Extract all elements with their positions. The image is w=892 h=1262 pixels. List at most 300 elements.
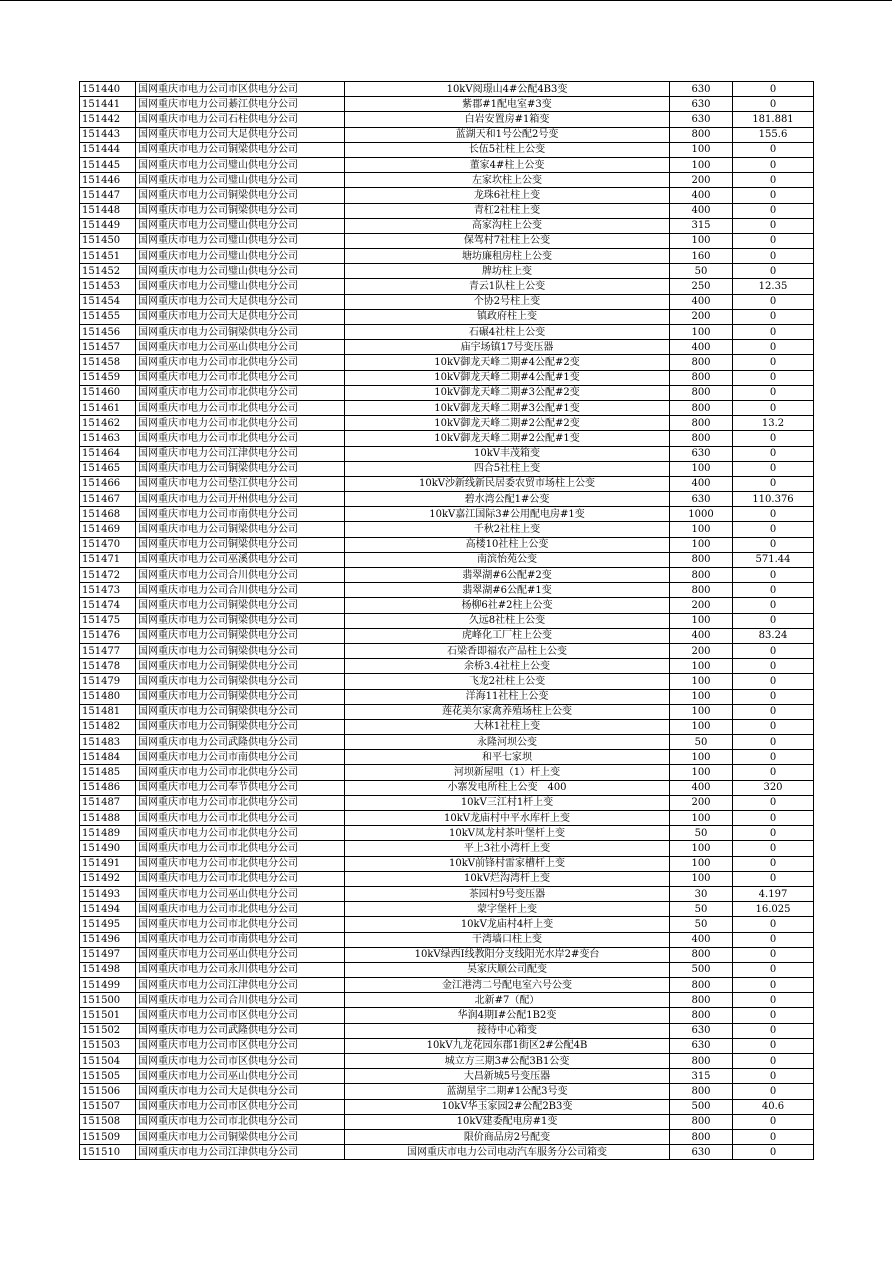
transformer-name-cell: 10kV烂沟湾杆上变 <box>345 871 670 886</box>
transformer-name-cell: 飞龙2社柱上公变 <box>345 674 670 689</box>
company-cell: 国网重庆市电力公司铜梁供电分公司 <box>136 719 345 734</box>
row-id-cell: 151463 <box>80 431 136 446</box>
value-cell: 0 <box>733 157 814 172</box>
page-top-rule <box>0 0 892 1</box>
company-cell: 国网重庆市电力公司大足供电分公司 <box>136 1084 345 1099</box>
capacity-cell: 160 <box>670 249 733 264</box>
company-cell: 国网重庆市电力公司合川供电分公司 <box>136 993 345 1008</box>
company-cell: 国网重庆市电力公司铜梁供电分公司 <box>136 704 345 719</box>
transformer-name-cell: 石梁香即福农产品柱上公变 <box>345 643 670 658</box>
table-row <box>80 659 814 674</box>
row-id-cell: 151462 <box>80 416 136 431</box>
transformer-name-cell: 永隆河坝公变 <box>345 735 670 750</box>
value-cell: 0 <box>733 826 814 841</box>
capacity-cell: 400 <box>670 294 733 309</box>
value-cell: 320 <box>733 780 814 795</box>
table-row <box>80 1099 814 1114</box>
capacity-cell: 50 <box>670 826 733 841</box>
transformer-name-cell: 10kV丰茂箱变 <box>345 446 670 461</box>
table-row <box>80 1114 814 1129</box>
capacity-cell: 800 <box>670 355 733 370</box>
transformer-name-cell: 10kV前锋村雷家槽杆上变 <box>345 856 670 871</box>
transformer-name-cell: 10kV绿西Ⅰ线教阳分支线阳光水岸2#变台 <box>345 947 670 962</box>
table-row <box>80 674 814 689</box>
value-cell: 0 <box>733 355 814 370</box>
value-cell: 0 <box>733 173 814 188</box>
table-row <box>80 233 814 248</box>
row-id-cell: 151476 <box>80 628 136 643</box>
value-cell: 0 <box>733 461 814 476</box>
company-cell: 国网重庆市电力公司江津供电分公司 <box>136 446 345 461</box>
value-cell: 0 <box>733 674 814 689</box>
table-row <box>80 689 814 704</box>
company-cell: 国网重庆市电力公司铜梁供电分公司 <box>136 613 345 628</box>
row-id-cell: 151483 <box>80 735 136 750</box>
transformer-name-cell: 10kV御龙天峰二期#2公配#2变 <box>345 416 670 431</box>
row-id-cell: 151498 <box>80 962 136 977</box>
row-id-cell: 151508 <box>80 1114 136 1129</box>
transformer-name-cell: 10kV嘉江国际3#公用配电房#1变 <box>345 507 670 522</box>
table-row <box>80 704 814 719</box>
capacity-cell: 500 <box>670 962 733 977</box>
value-cell: 0 <box>733 1145 814 1160</box>
transformer-name-cell: 10kV九龙花园东郡1街区2#公配4B <box>345 1038 670 1053</box>
transformer-name-cell: 镇政府柱上变 <box>345 309 670 324</box>
value-cell: 181.881 <box>733 112 814 127</box>
table-row <box>80 811 814 826</box>
capacity-cell: 100 <box>670 674 733 689</box>
row-id-cell: 151440 <box>80 82 136 97</box>
capacity-cell: 800 <box>670 370 733 385</box>
company-cell: 国网重庆市电力公司江津供电分公司 <box>136 978 345 993</box>
transformer-name-cell: 10kV御龙天峰二期#3公配#2变 <box>345 385 670 400</box>
company-cell: 国网重庆市电力公司市北供电分公司 <box>136 765 345 780</box>
value-cell: 0 <box>733 1008 814 1023</box>
company-cell: 国网重庆市电力公司璧山供电分公司 <box>136 233 345 248</box>
transformer-name-cell: 干湾墙口柱上变 <box>345 932 670 947</box>
value-cell: 0 <box>733 1114 814 1129</box>
row-id-cell: 151452 <box>80 264 136 279</box>
value-cell: 0 <box>733 1023 814 1038</box>
capacity-cell: 100 <box>670 233 733 248</box>
table-row <box>80 446 814 461</box>
value-cell: 0 <box>733 203 814 218</box>
value-cell: 0 <box>733 507 814 522</box>
capacity-cell: 800 <box>670 993 733 1008</box>
capacity-cell: 400 <box>670 628 733 643</box>
row-id-cell: 151505 <box>80 1069 136 1084</box>
company-cell: 国网重庆市电力公司奉节供电分公司 <box>136 780 345 795</box>
value-cell: 0 <box>733 643 814 658</box>
row-id-cell: 151469 <box>80 522 136 537</box>
transformer-name-cell: 白岩安置房#1箱变 <box>345 112 670 127</box>
row-id-cell: 151500 <box>80 993 136 1008</box>
capacity-cell: 30 <box>670 886 733 901</box>
value-cell: 0 <box>733 932 814 947</box>
capacity-cell: 100 <box>670 461 733 476</box>
value-cell: 0 <box>733 1084 814 1099</box>
value-cell: 0 <box>733 598 814 613</box>
table-row <box>80 173 814 188</box>
company-cell: 国网重庆市电力公司市北供电分公司 <box>136 902 345 917</box>
company-cell: 国网重庆市电力公司铜梁供电分公司 <box>136 461 345 476</box>
company-cell: 国网重庆市电力公司大足供电分公司 <box>136 294 345 309</box>
capacity-cell: 100 <box>670 522 733 537</box>
table-row <box>80 1145 814 1160</box>
value-cell: 0 <box>733 689 814 704</box>
value-cell: 0 <box>733 218 814 233</box>
table-row <box>80 735 814 750</box>
capacity-cell: 800 <box>670 127 733 142</box>
company-cell: 国网重庆市电力公司市南供电分公司 <box>136 750 345 765</box>
company-cell: 国网重庆市电力公司璧山供电分公司 <box>136 279 345 294</box>
company-cell: 国网重庆市电力公司开州供电分公司 <box>136 492 345 507</box>
row-id-cell: 151504 <box>80 1054 136 1069</box>
company-cell: 国网重庆市电力公司铜梁供电分公司 <box>136 325 345 340</box>
value-cell: 0 <box>733 962 814 977</box>
capacity-cell: 1000 <box>670 507 733 522</box>
row-id-cell: 151468 <box>80 507 136 522</box>
company-cell: 国网重庆市电力公司市区供电分公司 <box>136 1054 345 1069</box>
capacity-cell: 800 <box>670 568 733 583</box>
value-cell: 0 <box>733 385 814 400</box>
transformer-name-cell: 千秋2社柱上变 <box>345 522 670 537</box>
capacity-cell: 800 <box>670 400 733 415</box>
capacity-cell: 100 <box>670 613 733 628</box>
company-cell: 国网重庆市电力公司垫江供电分公司 <box>136 476 345 491</box>
capacity-cell: 400 <box>670 340 733 355</box>
value-cell: 0 <box>733 1069 814 1084</box>
value-cell: 4.197 <box>733 886 814 901</box>
table-row <box>80 1008 814 1023</box>
table-row <box>80 537 814 552</box>
row-id-cell: 151450 <box>80 233 136 248</box>
company-cell: 国网重庆市电力公司铜梁供电分公司 <box>136 598 345 613</box>
company-cell: 国网重庆市电力公司市北供电分公司 <box>136 1114 345 1129</box>
table-row <box>80 750 814 765</box>
capacity-cell: 100 <box>670 325 733 340</box>
transformer-name-cell: 10kV御龙天峰二期#4公配#2变 <box>345 355 670 370</box>
capacity-cell: 100 <box>670 841 733 856</box>
row-id-cell: 151496 <box>80 932 136 947</box>
company-cell: 国网重庆市电力公司铜梁供电分公司 <box>136 643 345 658</box>
transformer-name-cell: 10kV建委配电房#1变 <box>345 1114 670 1129</box>
table-row <box>80 203 814 218</box>
table-row <box>80 871 814 886</box>
value-cell: 0 <box>733 613 814 628</box>
company-cell: 国网重庆市电力公司璧山供电分公司 <box>136 264 345 279</box>
table-row <box>80 522 814 537</box>
table-row <box>80 507 814 522</box>
table-row <box>80 978 814 993</box>
transformer-name-cell: 久远8社柱上公变 <box>345 613 670 628</box>
value-cell: 0 <box>733 750 814 765</box>
table-row <box>80 218 814 233</box>
value-cell: 0 <box>733 841 814 856</box>
company-cell: 国网重庆市电力公司市北供电分公司 <box>136 811 345 826</box>
transformer-name-cell: 翡翠湖#6公配#1变 <box>345 583 670 598</box>
row-id-cell: 151456 <box>80 325 136 340</box>
value-cell: 0 <box>733 97 814 112</box>
table-row <box>80 583 814 598</box>
table-row <box>80 765 814 780</box>
transformer-name-cell: 10kV凤龙村茶叶堡杆上变 <box>345 826 670 841</box>
capacity-cell: 800 <box>670 385 733 400</box>
value-cell: 0 <box>733 537 814 552</box>
value-cell: 0 <box>733 249 814 264</box>
capacity-cell: 400 <box>670 932 733 947</box>
capacity-cell: 100 <box>670 704 733 719</box>
value-cell: 83.24 <box>733 628 814 643</box>
capacity-cell: 800 <box>670 947 733 962</box>
table-row <box>80 157 814 172</box>
company-cell: 国网重庆市电力公司市北供电分公司 <box>136 841 345 856</box>
transformer-name-cell: 平上3社小湾杆上变 <box>345 841 670 856</box>
transformer-name-cell: 10kV御龙天峰二期#2公配#1变 <box>345 431 670 446</box>
row-id-cell: 151479 <box>80 674 136 689</box>
row-id-cell: 151447 <box>80 188 136 203</box>
capacity-cell: 100 <box>670 765 733 780</box>
row-id-cell: 151460 <box>80 385 136 400</box>
value-cell: 0 <box>733 400 814 415</box>
transformer-name-cell: 紫郡#1配电室#3变 <box>345 97 670 112</box>
value-cell: 12.35 <box>733 279 814 294</box>
transformer-name-cell: 莲花美尔家禽养殖场柱上公变 <box>345 704 670 719</box>
value-cell: 0 <box>733 735 814 750</box>
value-cell: 155.6 <box>733 127 814 142</box>
row-id-cell: 151461 <box>80 400 136 415</box>
company-cell: 国网重庆市电力公司武隆供电分公司 <box>136 735 345 750</box>
table-row <box>80 188 814 203</box>
transformer-name-cell: 10kV三江村1杆上变 <box>345 795 670 810</box>
value-cell: 0 <box>733 917 814 932</box>
company-cell: 国网重庆市电力公司永川供电分公司 <box>136 962 345 977</box>
capacity-cell: 100 <box>670 537 733 552</box>
row-id-cell: 151466 <box>80 476 136 491</box>
value-cell: 0 <box>733 142 814 157</box>
company-cell: 国网重庆市电力公司大足供电分公司 <box>136 127 345 142</box>
table-row <box>80 461 814 476</box>
table-row <box>80 886 814 901</box>
value-cell: 0 <box>733 476 814 491</box>
transformer-name-cell: 北新#7（配） <box>345 993 670 1008</box>
capacity-cell: 50 <box>670 917 733 932</box>
table-row <box>80 431 814 446</box>
company-cell: 国网重庆市电力公司璧山供电分公司 <box>136 218 345 233</box>
capacity-cell: 800 <box>670 583 733 598</box>
capacity-cell: 630 <box>670 1145 733 1160</box>
row-id-cell: 151502 <box>80 1023 136 1038</box>
transformer-name-cell: 四合5社柱上变 <box>345 461 670 476</box>
value-cell: 16.025 <box>733 902 814 917</box>
company-cell: 国网重庆市电力公司铜梁供电分公司 <box>136 142 345 157</box>
company-cell: 国网重庆市电力公司市北供电分公司 <box>136 871 345 886</box>
row-id-cell: 151503 <box>80 1038 136 1053</box>
capacity-cell: 100 <box>670 142 733 157</box>
company-cell: 国网重庆市电力公司铜梁供电分公司 <box>136 674 345 689</box>
capacity-cell: 800 <box>670 1054 733 1069</box>
row-id-cell: 151501 <box>80 1008 136 1023</box>
company-cell: 国网重庆市电力公司市区供电分公司 <box>136 1038 345 1053</box>
row-id-cell: 151477 <box>80 643 136 658</box>
transformer-name-cell: 碧水湾公配1#公变 <box>345 492 670 507</box>
transformer-name-cell: 10kV御龙天峰二期#4公配#1变 <box>345 370 670 385</box>
table-row <box>80 1038 814 1053</box>
transformer-name-cell: 高家沟柱上公变 <box>345 218 670 233</box>
table-row <box>80 279 814 294</box>
value-cell: 40.6 <box>733 1099 814 1114</box>
value-cell: 0 <box>733 856 814 871</box>
table-row <box>80 643 814 658</box>
capacity-cell: 100 <box>670 811 733 826</box>
value-cell: 0 <box>733 659 814 674</box>
table-row <box>80 340 814 355</box>
company-cell: 国网重庆市电力公司石柱供电分公司 <box>136 112 345 127</box>
row-id-cell: 151449 <box>80 218 136 233</box>
capacity-cell: 315 <box>670 1069 733 1084</box>
capacity-cell: 100 <box>670 157 733 172</box>
row-id-cell: 151481 <box>80 704 136 719</box>
value-cell: 0 <box>733 340 814 355</box>
table-row <box>80 112 814 127</box>
capacity-cell: 500 <box>670 1099 733 1114</box>
table-row <box>80 309 814 324</box>
capacity-cell: 100 <box>670 856 733 871</box>
row-id-cell: 151474 <box>80 598 136 613</box>
capacity-cell: 800 <box>670 1129 733 1144</box>
transformer-name-cell: 个协2号柱上变 <box>345 294 670 309</box>
table-row <box>80 385 814 400</box>
company-cell: 国网重庆市电力公司市南供电分公司 <box>136 932 345 947</box>
company-cell: 国网重庆市电力公司铜梁供电分公司 <box>136 522 345 537</box>
table-row <box>80 476 814 491</box>
row-id-cell: 151446 <box>80 173 136 188</box>
company-cell: 国网重庆市电力公司铜梁供电分公司 <box>136 628 345 643</box>
table-row <box>80 613 814 628</box>
value-cell: 0 <box>733 993 814 1008</box>
company-cell: 国网重庆市电力公司铜梁供电分公司 <box>136 537 345 552</box>
table-row <box>80 325 814 340</box>
transformer-name-cell: 国网重庆市电力公司电动汽车服务分公司箱变 <box>345 1145 670 1160</box>
value-cell: 0 <box>733 522 814 537</box>
capacity-cell: 400 <box>670 203 733 218</box>
table-row <box>80 492 814 507</box>
company-cell: 国网重庆市电力公司璧山供电分公司 <box>136 157 345 172</box>
capacity-cell: 630 <box>670 1023 733 1038</box>
transformer-name-cell: 10kV沙新线新民居委农贸市场柱上公变 <box>345 476 670 491</box>
transformer-name-cell: 蒙字堡杆上变 <box>345 902 670 917</box>
row-id-cell: 151484 <box>80 750 136 765</box>
company-cell: 国网重庆市电力公司市北供电分公司 <box>136 355 345 370</box>
row-id-cell: 151471 <box>80 552 136 567</box>
row-id-cell: 151472 <box>80 568 136 583</box>
company-cell: 国网重庆市电力公司合川供电分公司 <box>136 583 345 598</box>
transformer-name-cell: 蓝湖星宇二期#1公配3号变 <box>345 1084 670 1099</box>
value-cell: 0 <box>733 947 814 962</box>
transformer-name-cell: 10kV阅璟山4#公配4B3变 <box>345 82 670 97</box>
capacity-cell: 315 <box>670 218 733 233</box>
row-id-cell: 151493 <box>80 886 136 901</box>
row-id-cell: 151475 <box>80 613 136 628</box>
value-cell: 0 <box>733 568 814 583</box>
transformer-name-cell: 10kV御龙天峰二期#3公配#1变 <box>345 400 670 415</box>
value-cell: 0 <box>733 978 814 993</box>
table-row <box>80 598 814 613</box>
table-row <box>80 552 814 567</box>
company-cell: 国网重庆市电力公司铜梁供电分公司 <box>136 689 345 704</box>
table-row <box>80 856 814 871</box>
row-id-cell: 151445 <box>80 157 136 172</box>
capacity-cell: 400 <box>670 780 733 795</box>
row-id-cell: 151478 <box>80 659 136 674</box>
transformer-name-cell: 河坝新屋咀（1）杆上变 <box>345 765 670 780</box>
row-id-cell: 151510 <box>80 1145 136 1160</box>
transformer-name-cell: 龙珠6社柱上变 <box>345 188 670 203</box>
company-cell: 国网重庆市电力公司巫山供电分公司 <box>136 886 345 901</box>
value-cell: 0 <box>733 188 814 203</box>
capacity-cell: 100 <box>670 871 733 886</box>
table-row <box>80 249 814 264</box>
capacity-cell: 200 <box>670 795 733 810</box>
row-id-cell: 151453 <box>80 279 136 294</box>
row-id-cell: 151490 <box>80 841 136 856</box>
capacity-cell: 100 <box>670 750 733 765</box>
table-body <box>80 82 814 1160</box>
value-cell: 0 <box>733 294 814 309</box>
row-id-cell: 151458 <box>80 355 136 370</box>
transformer-name-cell: 大昌新城5号变压器 <box>345 1069 670 1084</box>
company-cell: 国网重庆市电力公司大足供电分公司 <box>136 309 345 324</box>
value-cell: 0 <box>733 719 814 734</box>
transformer-name-cell: 金江港湾二号配电室六号公变 <box>345 978 670 993</box>
value-cell: 0 <box>733 1038 814 1053</box>
company-cell: 国网重庆市电力公司市北供电分公司 <box>136 385 345 400</box>
transformer-name-cell: 和平七家坝 <box>345 750 670 765</box>
transformer-name-cell: 10kV龙庙村4杆上变 <box>345 917 670 932</box>
company-cell: 国网重庆市电力公司市北供电分公司 <box>136 856 345 871</box>
row-id-cell: 151495 <box>80 917 136 932</box>
capacity-cell: 100 <box>670 659 733 674</box>
company-cell: 国网重庆市电力公司璧山供电分公司 <box>136 173 345 188</box>
transformer-name-cell: 石碾4社柱上公变 <box>345 325 670 340</box>
value-cell: 110.376 <box>733 492 814 507</box>
transformer-name-cell: 高楼10社柱上公变 <box>345 537 670 552</box>
row-id-cell: 151442 <box>80 112 136 127</box>
row-id-cell: 151464 <box>80 446 136 461</box>
transformer-name-cell: 洋海11社柱上公变 <box>345 689 670 704</box>
capacity-cell: 200 <box>670 598 733 613</box>
row-id-cell: 151507 <box>80 1099 136 1114</box>
table-row <box>80 127 814 142</box>
company-cell: 国网重庆市电力公司市北供电分公司 <box>136 826 345 841</box>
capacity-cell: 400 <box>670 476 733 491</box>
row-id-cell: 151487 <box>80 795 136 810</box>
transformer-name-cell: 左家坎柱上公变 <box>345 173 670 188</box>
row-id-cell: 151465 <box>80 461 136 476</box>
company-cell: 国网重庆市电力公司市区供电分公司 <box>136 82 345 97</box>
table-row <box>80 932 814 947</box>
capacity-cell: 800 <box>670 978 733 993</box>
transformer-name-cell: 茶园村9号变压器 <box>345 886 670 901</box>
capacity-cell: 630 <box>670 112 733 127</box>
row-id-cell: 151492 <box>80 871 136 886</box>
table-row <box>80 993 814 1008</box>
transformer-name-cell: 大林1社柱上变 <box>345 719 670 734</box>
row-id-cell: 151491 <box>80 856 136 871</box>
row-id-cell: 151459 <box>80 370 136 385</box>
value-cell: 0 <box>733 1129 814 1144</box>
row-id-cell: 151482 <box>80 719 136 734</box>
